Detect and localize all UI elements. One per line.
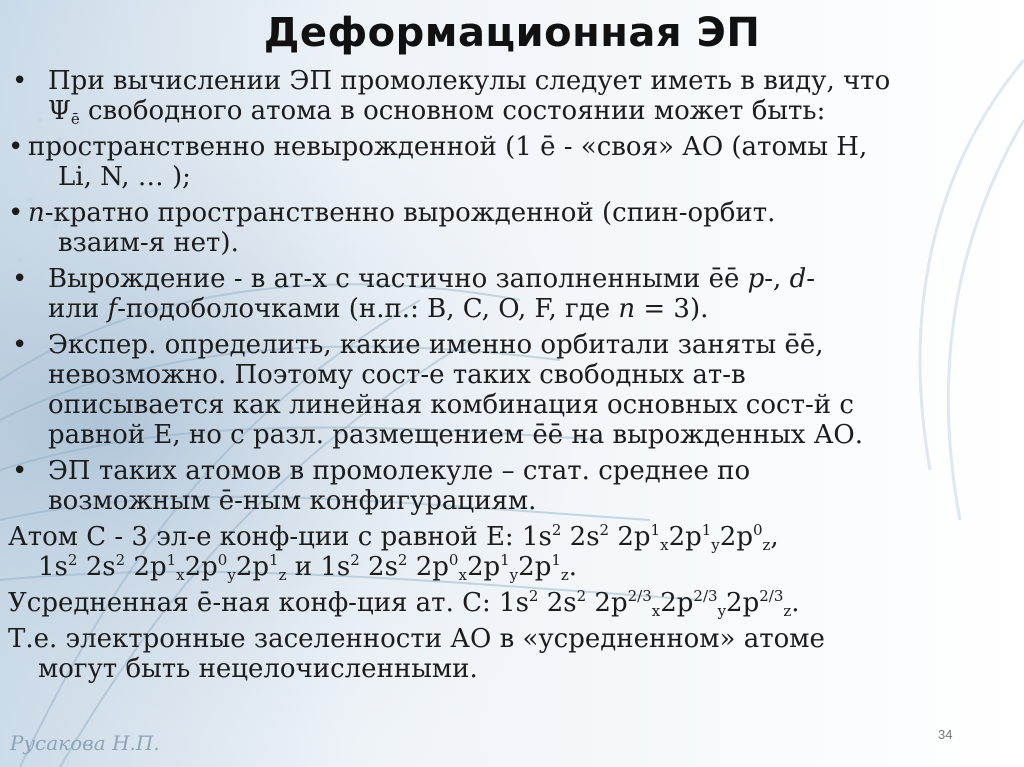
sub: z <box>783 602 792 620</box>
term: 2p <box>235 552 270 582</box>
paragraph-6 <box>8 456 1012 516</box>
text: или <box>48 294 108 324</box>
text: описывается как линейная комбинация основных сост-й с <box>48 390 854 420</box>
term: 2p <box>407 552 449 582</box>
sup: 1 <box>650 521 661 539</box>
paragraph-3 <box>8 198 1012 258</box>
sub: y <box>509 566 519 584</box>
sub: y <box>711 536 720 554</box>
text: Вырождение - в ат-х с частично заполненными ēē <box>48 264 748 294</box>
term: 1s <box>499 588 529 618</box>
config-line: $1s^2$ $2s^2$ $2p^1_x2p^0_y2p^1_z$ и $1s^2$ $2s^2$ $2p^0_x2p^1_y2p^1_z$. <box>38 551 578 584</box>
italic-n: n <box>28 198 45 228</box>
paragraph-2 <box>8 132 1012 192</box>
paragraph-8 <box>8 588 1012 618</box>
bullet: • <box>8 198 24 228</box>
text: -подоболочками (н.п.: B, C, O, F, где <box>117 294 619 324</box>
sup: 1 <box>551 551 561 569</box>
sub: z <box>560 566 569 584</box>
paragraph-4 <box>8 264 1012 324</box>
bullet: • <box>12 330 28 360</box>
text: При вычислении ЭП промолекулы следует иметь в виду, что <box>48 66 891 96</box>
term: 2p <box>125 552 167 582</box>
sub: x <box>458 566 467 584</box>
term: 2p <box>660 588 694 618</box>
bullet: • <box>12 66 28 96</box>
text: Экспер. определить, какие именно орбитали заняты ēē, <box>48 330 824 360</box>
text: = 3). <box>635 294 709 324</box>
bullet: • <box>12 264 28 294</box>
text: и <box>286 552 321 582</box>
term: 2p <box>668 522 702 552</box>
sub: x <box>660 536 669 554</box>
sup: 2 <box>350 551 360 569</box>
text: Усредненная ē-ная конф-ция ат. С: <box>8 588 500 618</box>
italic-d: d <box>789 264 807 294</box>
sup: 2 <box>397 551 408 569</box>
term: 1s <box>38 552 68 582</box>
text: свободного атома в основном состоянии может быть: <box>79 96 826 126</box>
term: 2p <box>719 522 753 552</box>
sub: x <box>176 566 185 584</box>
term: 2p <box>518 552 552 582</box>
sub: y <box>717 602 727 620</box>
sup: 2 <box>551 521 562 539</box>
sup: 0 <box>448 551 459 569</box>
author-signature: Русакова Н.П. <box>10 731 160 755</box>
term: 2s <box>538 588 577 618</box>
text: возможным ē-ным конфигурациям. <box>48 486 537 516</box>
text: Li, N, … ); <box>58 162 191 192</box>
text: Атом С - 3 эл-е конф-ции с равной Е: <box>8 522 522 552</box>
term: 1s <box>521 522 552 552</box>
sup: 2 <box>576 587 587 605</box>
text: пространственно невырожденной (1 ē - «своя» АО (атомы H, <box>28 132 868 162</box>
italic-f: f <box>107 294 118 324</box>
term: 2p <box>726 588 760 618</box>
sup: 2 <box>115 551 126 569</box>
text: ЭП таких атомов в промолекуле – стат. среднее по <box>48 456 751 486</box>
text: Т.е. электронные заселенности АО в «усредненном» атоме <box>8 624 825 654</box>
sup: 2 <box>528 587 539 605</box>
sub: z <box>762 536 771 554</box>
psi-symbol: Ψ <box>48 96 71 126</box>
psi-subscript: ē <box>70 110 80 128</box>
sub: y <box>227 566 236 584</box>
text: - <box>806 264 816 294</box>
sup: 1 <box>500 551 510 569</box>
term: 2s <box>561 522 600 552</box>
slide-title: Деформационная ЭП <box>263 10 761 56</box>
term: 2p <box>466 552 501 582</box>
sub: x <box>651 602 661 620</box>
sup: 0 <box>752 521 763 539</box>
sup: 1 <box>166 551 177 569</box>
slide-body <box>8 66 1012 690</box>
text: могут быть нецелочисленными. <box>38 654 478 684</box>
paragraph-1 <box>8 66 1012 126</box>
sup: 0 <box>217 551 228 569</box>
text: . <box>791 588 800 618</box>
sup: 2/3 <box>627 587 652 605</box>
sub: z <box>278 566 287 584</box>
page-number: 34 <box>938 727 953 742</box>
paragraph-9 <box>8 624 1012 684</box>
bullet: • <box>12 456 28 486</box>
text: -, <box>764 264 790 294</box>
italic-p: p <box>747 264 765 294</box>
sup: 2/3 <box>759 587 784 605</box>
text: невозможно. Поэтому сост-е таких свободных ат-в <box>48 360 746 390</box>
sup: 1 <box>269 551 279 569</box>
sup: 2/3 <box>693 587 718 605</box>
sup: 2 <box>67 551 78 569</box>
text: -кратно пространственно вырожденной (спин-орбит. <box>44 198 776 228</box>
sup: 1 <box>701 521 712 539</box>
term: 2p <box>609 522 651 552</box>
term: 2p <box>586 588 628 618</box>
text: равной Е, но с разл. размещением ēē на вырожденных АО. <box>48 420 863 450</box>
term: 2p <box>184 552 218 582</box>
paragraph-7: Атом С - 3 эл-е конф-ции с равной Е: $1s^2$ $2s^2$ $2p^1_x2p^1_y2p^0_z$, $1s^2$ $2s^2$ $2p^1_x2p^0_y2p^1_z$ и $1s^2$ $2s^2$ $2p^0_x2p^1_y2p^1_z$. <box>8 521 779 584</box>
sup: 2 <box>599 521 610 539</box>
term: 2s <box>359 552 398 582</box>
term: 2s <box>77 552 116 582</box>
bullet: • <box>8 132 24 162</box>
term: 1s <box>320 552 351 582</box>
italic-n: n <box>618 294 636 324</box>
paragraph-5 <box>8 330 1012 450</box>
text: взаим-я нет). <box>58 228 239 258</box>
